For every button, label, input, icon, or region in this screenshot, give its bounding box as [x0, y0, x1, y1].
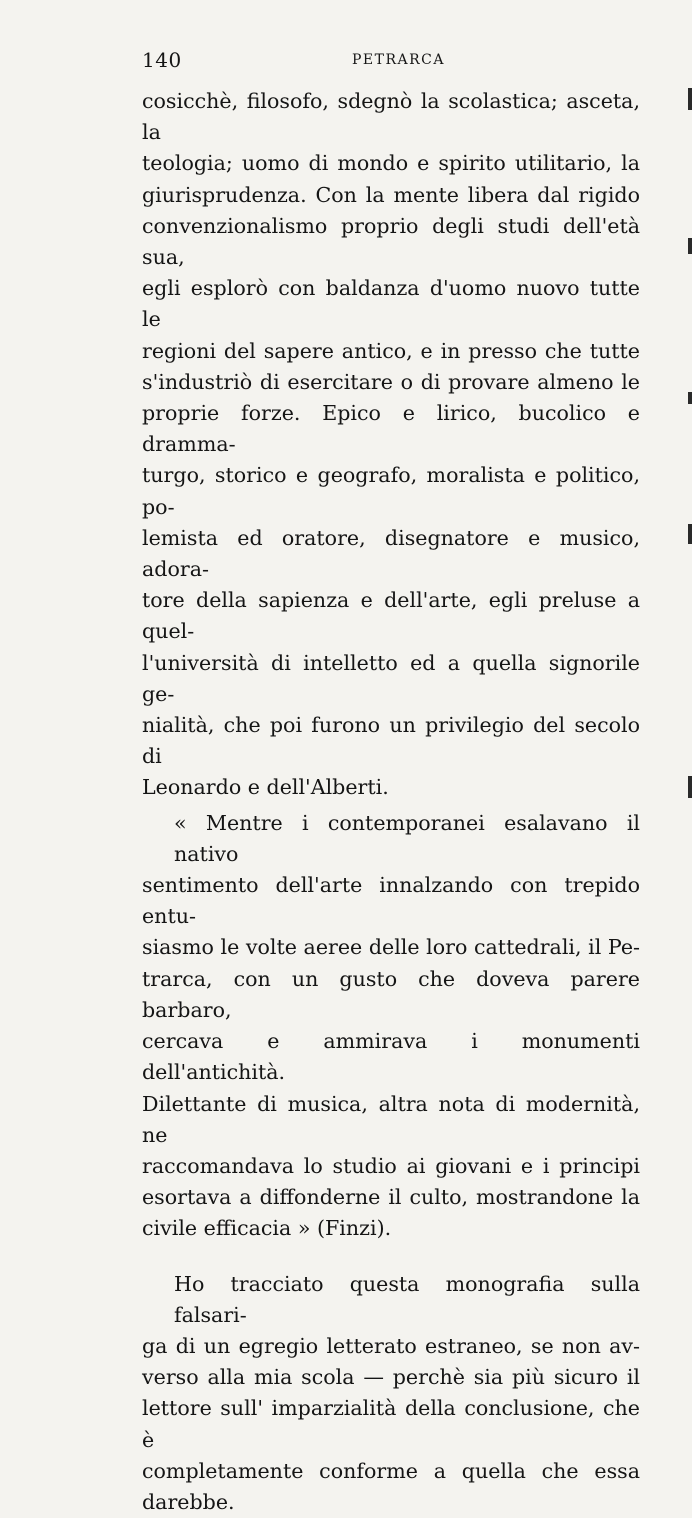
text-line: lettore sull' imparzialità della conclusione, che è — [142, 1396, 640, 1452]
scan-edge-mark — [688, 88, 692, 110]
text-line: giurisprudenza. Con la mente libera dal rigido — [142, 182, 640, 207]
scan-edge-mark — [688, 238, 692, 254]
text-line: proprie forze. Epico e lirico, bucolico e dramma- — [142, 401, 640, 457]
text-line: sentimento dell'arte innalzando con trepido entu- — [142, 873, 640, 929]
text-line: verso alla mia scola — perchè sia più sicuro il — [142, 1365, 640, 1390]
text-line: raccomandava lo studio ai giovani e i principi — [142, 1153, 640, 1178]
body-text — [142, 86, 640, 1518]
text-line: tore della sapienza e dell'arte, egli preluse a quel- — [142, 588, 640, 644]
text-line: « Mentre i contemporanei esalavano il nativo — [174, 810, 640, 866]
text-line: Dilettante di musica, altra nota di modernità, ne — [142, 1091, 640, 1147]
scan-edge-mark — [688, 776, 692, 798]
text-line: esortava a diffonderne il culto, mostrandone la — [142, 1185, 640, 1210]
text-line: siasmo le volte aeree delle loro cattedrali, il Pe- — [142, 935, 640, 960]
scan-edge-mark — [688, 392, 692, 404]
text-line: civile efficacia » (Finzi). — [142, 1216, 392, 1241]
text-line: cercava e ammirava i monumenti dell'antichità. — [142, 1029, 640, 1085]
text-line: turgo, storico e geografo, moralista e politico, po- — [142, 463, 640, 519]
text-line: Leonardo e dell'Alberti. — [142, 775, 389, 800]
text-line: lemista ed oratore, disegnatore e musico, adora- — [142, 525, 640, 582]
paragraph-1 — [142, 86, 640, 804]
page-header — [142, 48, 640, 78]
text-line: teologia; uomo di mondo e spirito utilitario, la — [142, 151, 640, 176]
paragraph-3 — [142, 1269, 640, 1518]
running-title: PETRARCA — [352, 52, 445, 68]
text-line: l'università di intelletto ed a quella signorile ge- — [142, 650, 640, 706]
text-line: cosicchè, filosofo, sdegnò la scolastica; asceta, la — [142, 89, 640, 145]
text-line: Ho tracciato questa monografia sulla falsari- — [174, 1271, 640, 1327]
text-line: completamente conforme a quella che essa darebbe. — [142, 1458, 640, 1514]
page-number: 140 — [142, 48, 182, 72]
text-line: regioni del sapere antico, e in presso che tutte — [142, 338, 640, 363]
text-line: s'industriò di esercitare o di provare almeno le — [142, 369, 640, 394]
text-line: ga di un egregio letterato estraneo, se non av- — [142, 1333, 640, 1358]
text-line: trarca, con un gusto che doveva parere barbaro, — [142, 966, 640, 1022]
scan-edge-mark — [688, 524, 692, 544]
text-line: egli esplorò con baldanza d'uomo nuovo tutte le — [142, 276, 640, 332]
paragraph-2 — [142, 808, 640, 1245]
text-line: convenzionalismo proprio degli studi dell'età sua, — [142, 213, 640, 270]
text-line: nialità, che poi furono un privilegio del secolo di — [142, 713, 640, 769]
